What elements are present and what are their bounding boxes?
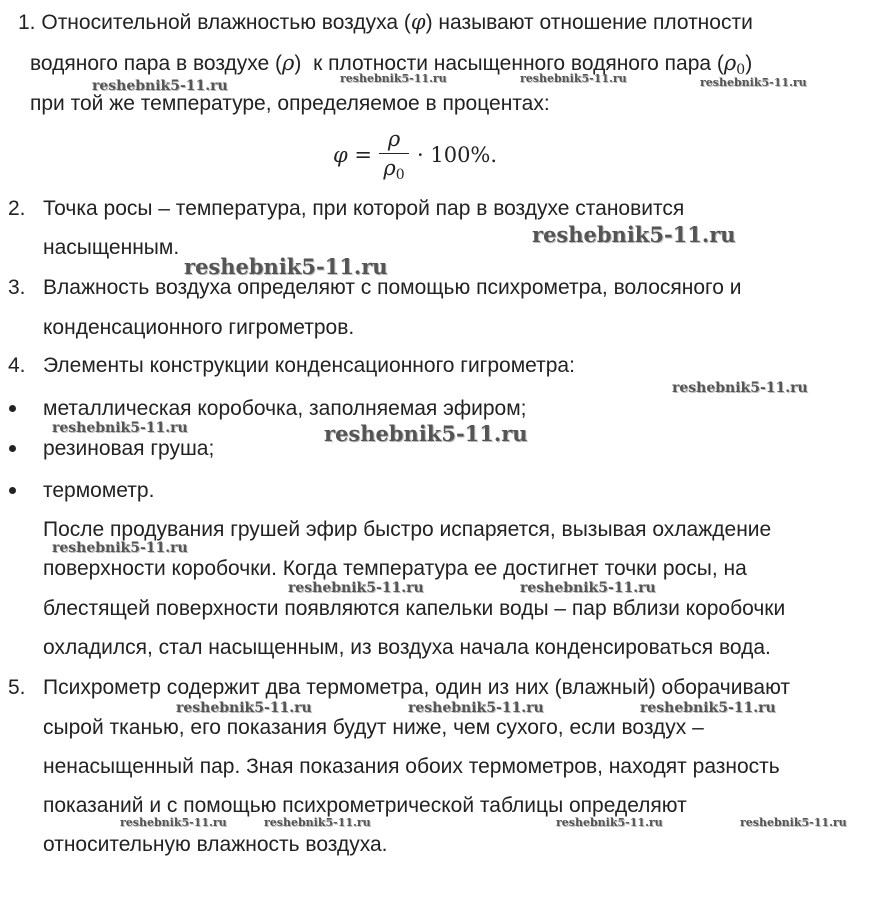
phi-symbol: φ	[410, 10, 426, 34]
watermark: reshebnik5-11.ru	[700, 76, 807, 89]
watermark: reshebnik5-11.ru	[52, 420, 188, 436]
item-4-paragraph-line-1: После продувания грушей эфир быстро испаряется, вызывая охлаждение	[43, 518, 772, 541]
watermark: reshebnik5-11.ru	[52, 540, 188, 556]
watermark: reshebnik5-11.ru	[120, 816, 227, 829]
formula-lhs: φ =	[333, 143, 372, 167]
rho-symbol: ρ	[282, 51, 295, 75]
watermark: reshebnik5-11.ru	[92, 78, 228, 94]
formula-rhs: · 100%.	[417, 143, 498, 167]
item-1-number: 1.	[18, 11, 36, 34]
item-1-line-2-mid: к плотности насыщенного водяного пара	[313, 52, 712, 75]
bullet-dot-icon	[9, 405, 16, 412]
item-5-line-4: показаний и с помощью психрометрической таблицы определяют	[43, 794, 687, 817]
item-4-paragraph-line-4: охладился, стал насыщенным, из воздуха начала конденсироваться вода.	[43, 636, 771, 659]
formula-den-rho: ρ	[383, 156, 396, 180]
watermark: reshebnik5-11.ru	[324, 421, 528, 446]
item-5-line-2: сырой тканью, его показания будут ниже, чем сухого, если воздух –	[43, 716, 704, 739]
watermark: reshebnik5-11.ru	[520, 72, 627, 85]
rho0-symbol: ρ	[723, 51, 737, 75]
bullet-dot-icon	[9, 487, 16, 494]
item-1-line-1: 1. Относительной влажностью воздуха (φ) называют отношение плотности	[18, 10, 753, 34]
rho0-subscript: 0	[736, 62, 746, 78]
item-4-paragraph-line-3: блестящей поверхности появляются капельки воды – пар вблизи коробочки	[43, 597, 786, 620]
watermark: reshebnik5-11.ru	[532, 222, 736, 247]
watermark: reshebnik5-11.ru	[520, 580, 656, 596]
formula-den-sub: 0	[395, 167, 405, 183]
item-4-paragraph-line-2: поверхности коробочки. Когда температура ее достигнет точки росы, на	[43, 557, 747, 580]
item-5-line-3: ненасыщенный пар. Зная показания обоих термометров, находят разность	[43, 755, 780, 778]
watermark: reshebnik5-11.ru	[184, 254, 388, 279]
formula-numerator: ρ	[387, 127, 401, 151]
item-3-number: 3.	[8, 276, 26, 299]
bullet-item: металлическая коробочка, заполняемая эфиром;	[43, 397, 527, 420]
watermark: reshebnik5-11.ru	[176, 700, 312, 716]
item-1-text: Относительной влажностью воздуха	[41, 11, 399, 34]
formula-fraction	[379, 126, 409, 188]
watermark: reshebnik5-11.ru	[340, 72, 447, 85]
item-1-line-2: водяного пара в воздухе (ρ) к плотности насыщенного водяного пара $(\rho_0)$	[30, 51, 753, 78]
watermark: reshebnik5-11.ru	[672, 380, 808, 396]
item-2-line-2: насыщенным.	[43, 236, 180, 259]
fraction-bar	[379, 153, 409, 154]
item-4-number: 4.	[8, 354, 26, 377]
item-5-line-1: Психрометр содержит два термометра, один из них (влажный) оборачивают	[43, 676, 790, 699]
watermark: reshebnik5-11.ru	[640, 700, 776, 716]
bullet-item: резиновая груша;	[43, 437, 215, 460]
watermark: reshebnik5-11.ru	[556, 816, 663, 829]
bullet-dot-icon	[9, 445, 16, 452]
item-1-text-tail: называют отношение плотности	[438, 11, 753, 34]
watermark: reshebnik5-11.ru	[288, 580, 424, 596]
watermark: reshebnik5-11.ru	[264, 816, 371, 829]
item-2-number: 2.	[8, 197, 26, 220]
item-5-number: 5.	[8, 676, 26, 699]
watermark: reshebnik5-11.ru	[740, 816, 847, 829]
item-3-line-1: Влажность воздуха определяют с помощью психрометра, волосяного и	[43, 276, 742, 299]
item-2-line-1: Точка росы – температура, при которой пар в воздухе становится	[43, 197, 685, 220]
item-5-line-5: относительную влажность воздуха.	[43, 833, 388, 856]
item-3-line-2: конденсационного гигрометров.	[43, 316, 355, 339]
bullet-item: термометр.	[43, 479, 155, 502]
item-4-line-1: Элементы конструкции конденсационного гигрометра:	[43, 354, 575, 377]
watermark: reshebnik5-11.ru	[408, 700, 544, 716]
item-1-line-2-text: водяного пара в воздухе	[30, 52, 270, 75]
formula-denominator	[379, 155, 409, 188]
item-1-line-3: при той же температуре, определяемое в процентах:	[30, 92, 550, 115]
